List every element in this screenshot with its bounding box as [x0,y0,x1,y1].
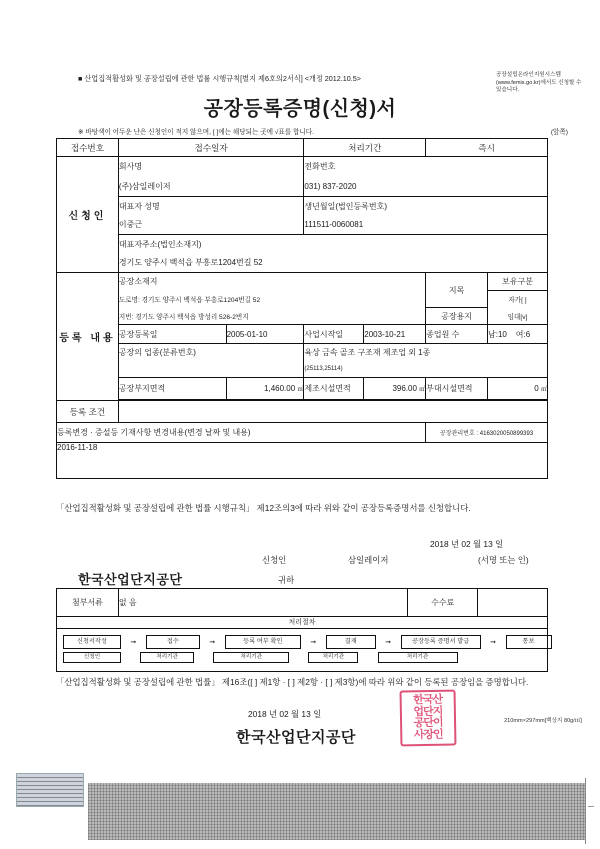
process-flow-sublabels [57,651,547,663]
land-area-unit: ㎡ [297,387,304,393]
flow-step-3-sub: 처리기관 [308,652,358,663]
scan-edge-tick [588,806,594,807]
land-area-label: 공장부지면적 [118,378,226,400]
certification-statement: 「산업집적활성화 및 공장설립에 관한 법률」 제16조([ ] 제1항 · [ ] 제2항 · [ ] 제3항)에 따라 위와 같이 등록된 공장임을 증명합니다. [56,677,529,687]
jibun-address-value: 지번: 경기도 양주시 백석읍 방성리 526-2번지 [118,308,425,325]
employees-male: 남:10 [488,329,507,339]
scan-edge-line [585,778,586,844]
management-no-value: 4163020050899393 [479,431,534,437]
flow-step-0-label: 신청서작성 [77,637,107,645]
applicant-signature-name: 삼일레이저 [348,555,389,565]
scan-artifact-strip [88,783,585,840]
seal-line-1: 한국산 [413,693,443,707]
change-record-label: 등록변경 · 증설등 기재사항 변경내용(변경 날짜 및 내용) [57,423,426,443]
aux-area-number: 0 [534,384,539,393]
ownership-lease: 임대[v] [488,308,548,325]
flow-step-0 [63,635,121,649]
receipt-no-label: 접수번호 [57,139,119,157]
mfg-area-number: 396.00 [392,384,417,393]
business-type-label: 공장의 업종(분류번호) [118,344,304,361]
paper-spec-note: 210mm×297mm[백상지 80g/㎡] [504,718,582,724]
representative-label: 대표자 성명 [118,197,304,216]
management-no-label: 공장관리번호 : [439,431,479,437]
representative-address-label: 대표자주소(법인소재지) [118,235,547,254]
registration-date-value: 2005-01-10 [226,325,304,344]
flow-step-5-label: 통보 [522,637,535,645]
fee-value [478,589,548,617]
certification-date: 2018 년 02 월 13 일 [248,709,322,719]
flow-step-3 [326,635,376,649]
addressee-label: 귀하 [278,575,295,585]
change-record-value: 2016-11-18 [57,443,548,479]
online-system-note: 공장설립온라인지원시스템(www.femis.go.kr)에서도 신청할 수 있습니다. [496,72,582,94]
applicant-section-label: 신청인 [57,157,119,273]
application-statement: 「산업집적활성화 및 공장설립에 관한 법률 시행규칙」 제12조의3에 따라 위와 같이 공장등록증명서를 신청합니다. [56,503,471,513]
flow-step-2-sub: 처리기관 [213,652,289,663]
zoning-label: 지목 [426,273,488,308]
aux-area-value [488,378,548,400]
application-date: 2018 년 02 월 13 일 [430,539,504,549]
road-address-value: 도로명: 경기도 양주시 백석읍 부흥로1204번길 52 [118,291,425,308]
business-start-label: 사업시작일 [304,325,364,344]
agency-name-bottom: 한국산업단지공단 [236,729,356,746]
land-area-value [226,378,304,400]
registration-condition-value [118,401,547,423]
flow-arrow-0-icon: ➞ [130,638,137,646]
mfg-area-unit: ㎡ [419,387,426,393]
business-type-code: (25113,25114) [304,361,548,378]
factory-location-label: 공장소재지 [118,273,425,291]
representative-value: 이중근 [118,216,304,235]
company-name-label: 회사명 [118,157,304,177]
flow-step-4 [401,635,481,649]
fill-instruction-note: ※ 바탕색이 어두운 난은 신청인이 적지 않으며, [ ]에는 해당되는 곳에 √표를 합니다. [78,129,314,136]
aux-area-label: 부대시설면적 [426,378,488,400]
registration-section-label: 등록 내용 [57,273,119,401]
handling-period-value: 즉시 [426,139,548,157]
flow-step-3-label: 결재 [344,637,357,645]
phone-value: 031) 837-2020 [304,177,548,197]
process-flow-box [56,616,548,672]
flow-step-4-sub: 처리기관 [378,652,458,663]
representative-address-value: 경기도 양주시 백석읍 부흥로1204번길 52 [118,254,547,273]
flow-step-4-label: 공장등록 증명서 발급 [412,637,470,645]
factory-land-label: 공장용지 [426,308,488,325]
flow-step-1 [146,635,200,649]
flow-step-0-sub: 신청인 [63,652,121,663]
flow-step-1-label: 접수 [166,637,179,645]
signature-note: (서명 또는 인) [478,555,529,565]
employees-count [488,325,548,344]
aux-area-unit: ㎡ [540,387,547,393]
scan-artifact-block [16,773,84,807]
form-rule-reference: ■ 산업집적활성화 및 공장설립에 관한 법률 시행규칙[별지 제6호의2서식] <개정 2012.10.5> [78,74,361,83]
phone-label: 전화번호 [304,157,548,177]
page-title: 공장등록증명(신청)서 [203,98,397,120]
fee-label: 수수료 [408,589,478,617]
receipt-date-label: 접수일자 [118,139,304,157]
attachment-label: 첨부서류 [57,589,119,617]
factory-registration-form [56,138,548,479]
flow-arrow-1-icon: ➞ [209,638,216,646]
birth-or-corp-no-value: 111511-0060081 [304,216,548,235]
flow-step-5 [506,635,552,649]
handling-period-label: 처리기간 [304,139,426,157]
process-flow-steps [57,629,547,651]
flow-step-1-sub: 처리기관 [140,652,194,663]
flow-arrow-2-icon: ➞ [310,638,317,646]
birth-or-corp-no-label: 생년월일(법인등록번호) [304,197,548,216]
page-side-note: (앞쪽) [550,129,568,136]
official-seal-stamp [400,690,457,747]
seal-line-2: 업단지 [413,705,443,718]
process-flow-title: 처리절차 [57,617,547,629]
attachment-value: 없 음 [118,589,407,617]
registration-condition-label: 등록 조건 [57,401,119,423]
land-area-number: 1,460.00 [264,384,296,393]
company-name-value: (주)삼일레이저 [118,177,304,197]
mfg-area-value [364,378,426,400]
ownership-label: 보유구분 [488,273,548,291]
business-type-code-blank [118,361,304,378]
applicant-signature-label: 신청인 [262,555,287,565]
flow-arrow-4-icon: ➞ [490,638,497,646]
mfg-area-label: 제조시설면적 [304,378,364,400]
attachment-table [56,588,548,617]
seal-line-3: 공단이 [413,716,443,730]
employees-label: 종업원 수 [426,325,488,344]
seal-line-4: 사장인 [413,728,443,741]
employees-female: 여:6 [515,329,531,339]
business-type-value: 육상 금속 골조 구조재 제조업 외 1종 [304,344,548,361]
flow-step-2-label: 등록 여부 확인 [243,637,283,645]
flow-step-2 [225,635,301,649]
management-no [426,423,548,443]
flow-arrow-3-icon: ➞ [385,638,392,646]
agency-name-top: 한국산업단지공단 [78,572,183,587]
registration-date-label: 공장등록일 [118,325,226,344]
business-start-value: 2003-10-21 [364,325,426,344]
ownership-own: 자가[ ] [488,291,548,308]
